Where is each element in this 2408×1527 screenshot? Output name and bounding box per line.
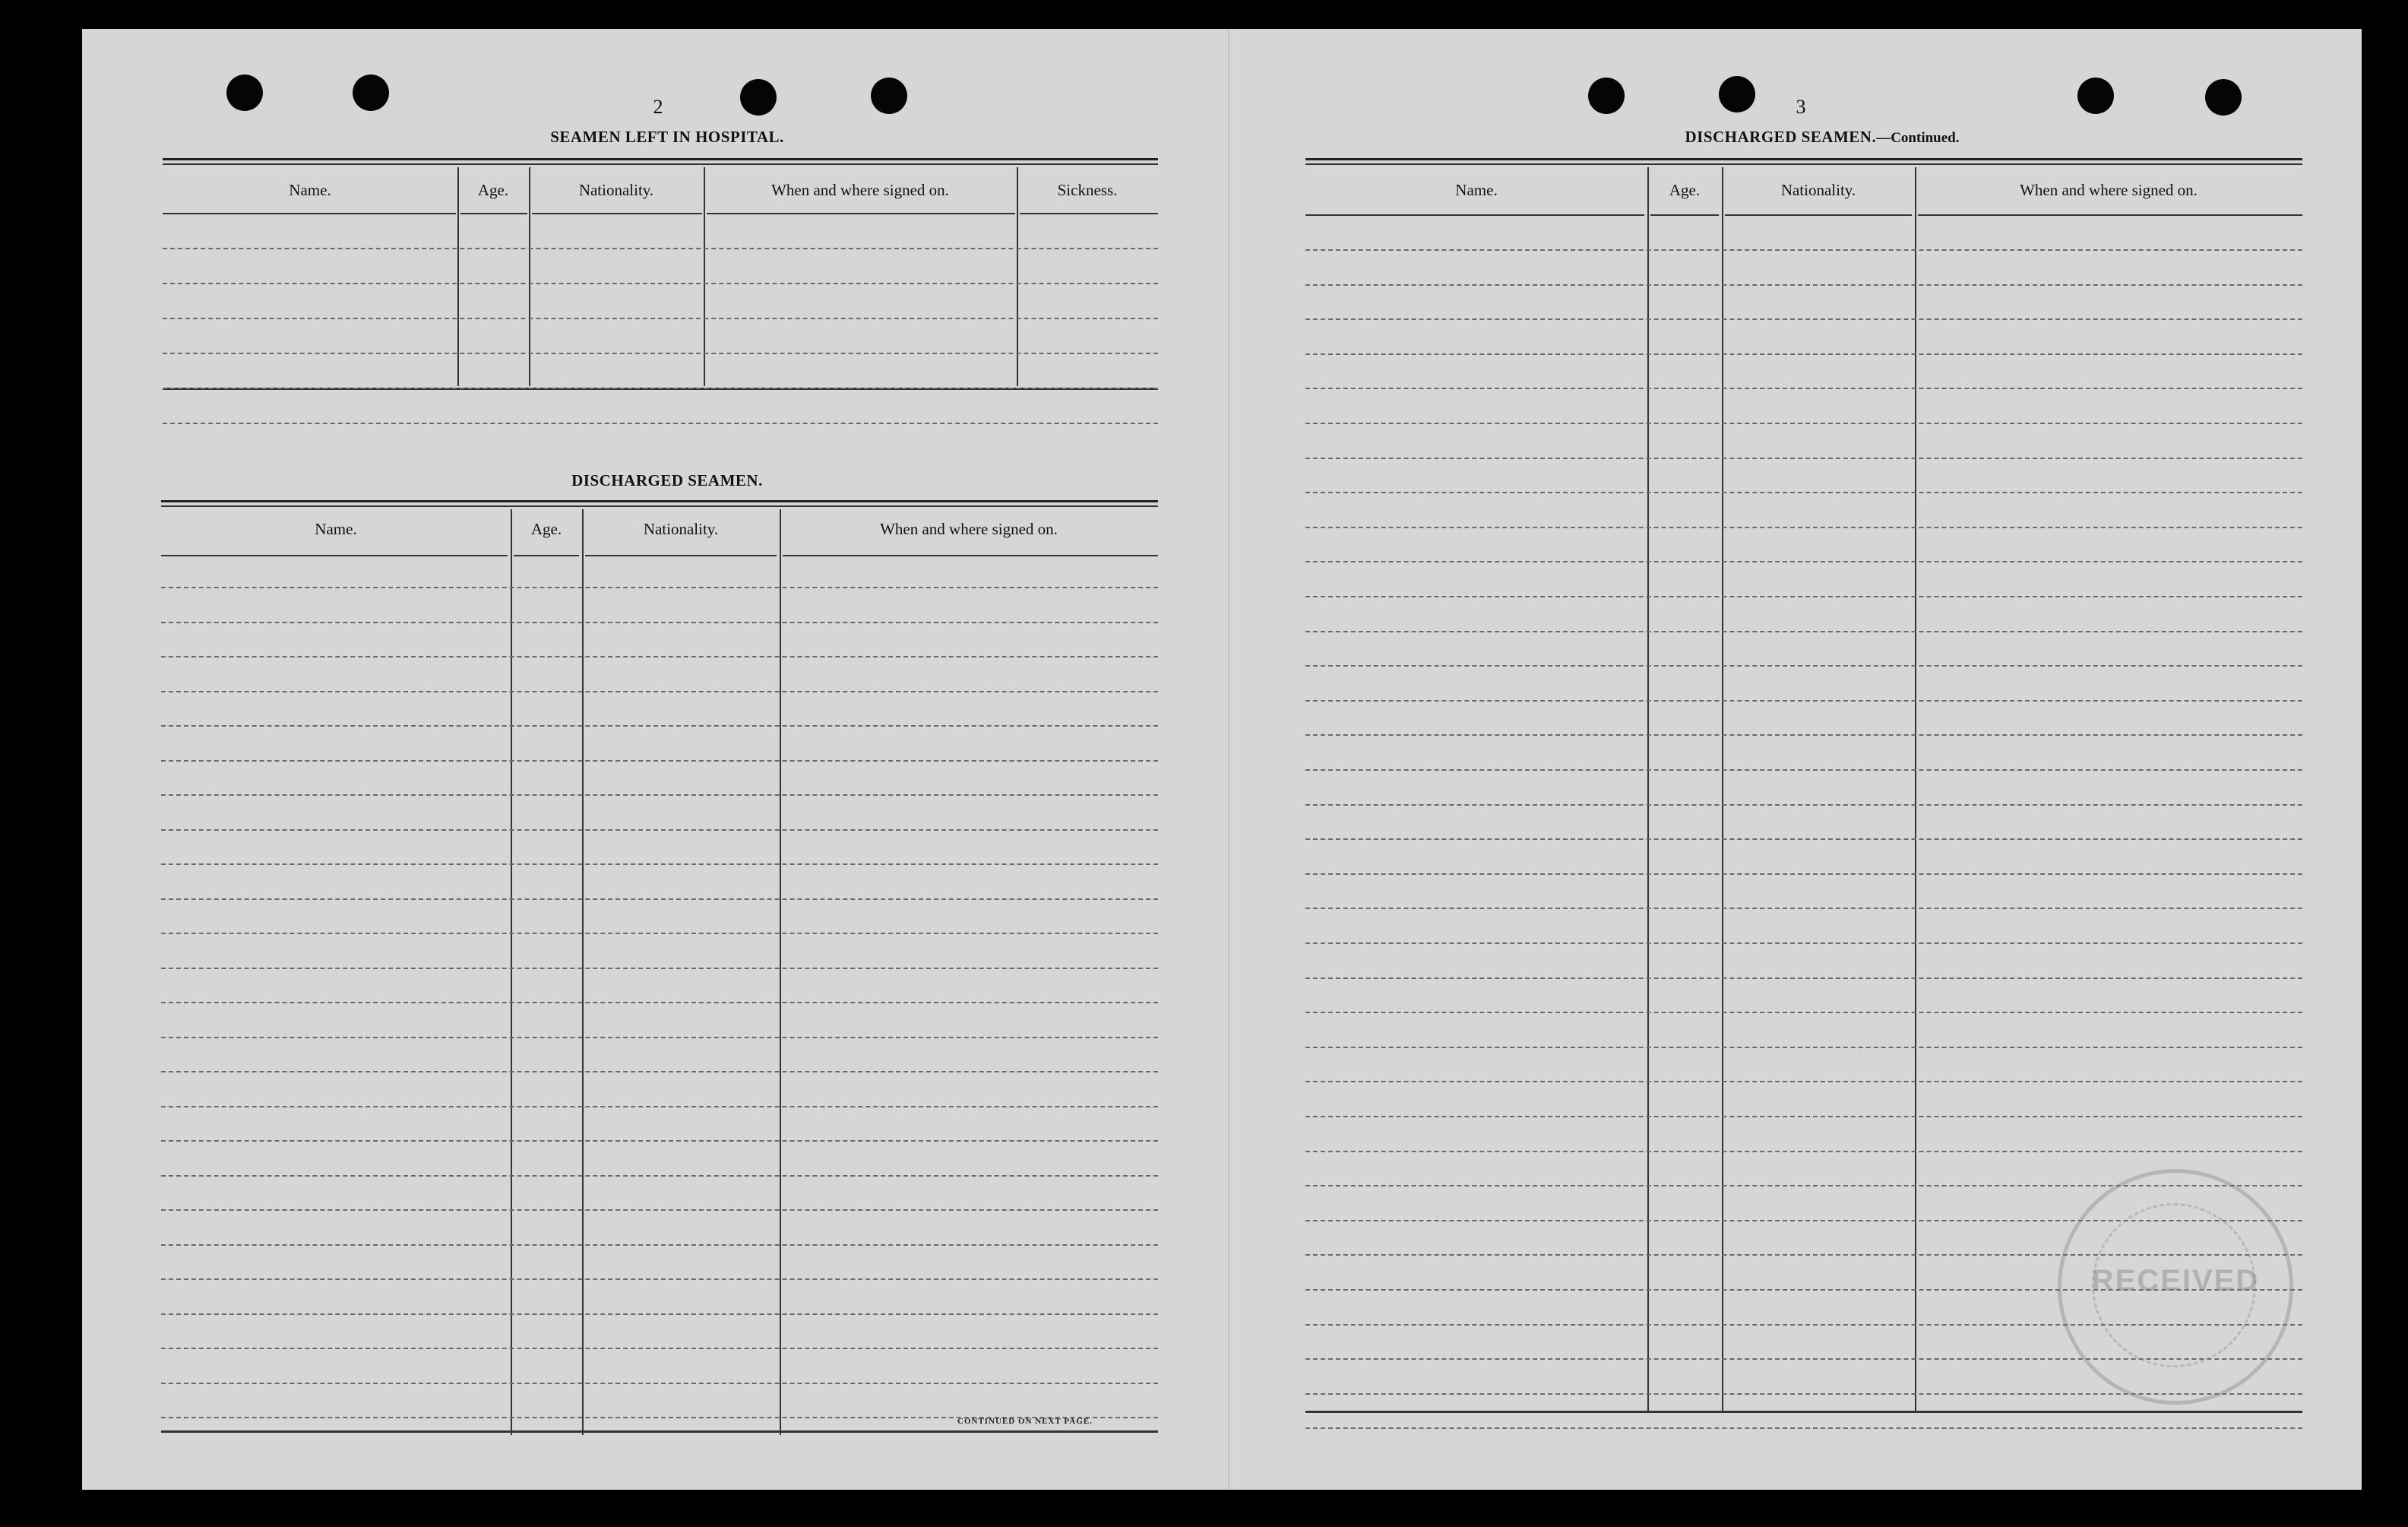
page-number: 2 xyxy=(653,96,663,118)
discharged-section-title: DISCHARGED SEAMEN. xyxy=(571,471,763,489)
table-row xyxy=(1305,318,2302,320)
table-row xyxy=(1305,838,2302,840)
table-row xyxy=(1305,631,2302,632)
table-row xyxy=(161,933,1158,934)
punch-hole xyxy=(740,79,777,116)
table-row xyxy=(1305,1427,2302,1429)
table-row xyxy=(1305,1116,2302,1117)
table-row xyxy=(1305,561,2302,562)
punch-hole xyxy=(1588,78,1625,114)
punch-hole xyxy=(2077,78,2114,114)
header-underline xyxy=(707,213,1015,214)
table-top-rule xyxy=(163,163,1158,165)
table-top-rule xyxy=(1305,163,2302,165)
page-number: 3 xyxy=(1796,96,1806,118)
table-row xyxy=(161,1244,1158,1246)
table-row xyxy=(163,283,1158,284)
column-header-name: Name. xyxy=(289,181,331,199)
table-row xyxy=(1305,769,2302,771)
column-header-name: Name. xyxy=(315,520,357,538)
column-divider xyxy=(582,509,584,1435)
received-stamp xyxy=(2058,1169,2293,1405)
table-row xyxy=(1305,249,2302,251)
column-header-name: Name. xyxy=(1455,181,1498,199)
table-row xyxy=(161,1106,1158,1107)
table-row xyxy=(1305,284,2302,286)
column-header-nationality: Nationality. xyxy=(643,520,719,538)
header-underline xyxy=(783,555,1158,556)
table-row xyxy=(161,1175,1158,1177)
table-row xyxy=(1305,700,2302,702)
table-row xyxy=(161,1071,1158,1072)
hospital-table xyxy=(163,158,1158,394)
discharged-continued-title xyxy=(1533,128,2111,147)
column-header-sickness: Sickness. xyxy=(1057,181,1118,199)
stamp-text: RECEIVED xyxy=(2091,1264,2260,1297)
table-row xyxy=(1305,492,2302,493)
table-bottom-rule xyxy=(161,1430,1158,1433)
table-row xyxy=(1305,388,2302,389)
header-underline xyxy=(1020,213,1158,214)
punch-hole xyxy=(1719,76,1755,112)
table-row xyxy=(161,587,1158,588)
header-underline xyxy=(163,213,456,214)
table-row xyxy=(161,794,1158,796)
column-header-age: Age. xyxy=(530,520,562,538)
table-row xyxy=(161,863,1158,865)
table-row xyxy=(1305,1012,2302,1013)
table-row xyxy=(161,656,1158,657)
table-row xyxy=(161,1037,1158,1038)
manifest-sheet xyxy=(82,29,2362,1490)
table-row xyxy=(163,423,1158,424)
punch-hole xyxy=(226,74,263,111)
table-row xyxy=(163,388,1158,389)
table-row xyxy=(1305,873,2302,875)
punch-hole xyxy=(871,78,907,114)
table-row xyxy=(163,318,1158,319)
column-header-signed-on: When and where signed on. xyxy=(2020,181,2198,199)
table-row xyxy=(161,760,1158,762)
column-header-signed-on: When and where signed on. xyxy=(880,520,1058,538)
punch-hole xyxy=(2205,79,2242,116)
column-header-nationality: Nationality. xyxy=(578,181,654,199)
table-row xyxy=(161,1313,1158,1315)
table-row xyxy=(1305,804,2302,806)
table-row xyxy=(163,248,1158,249)
header-underline xyxy=(1725,214,1912,216)
table-row xyxy=(1305,1047,2302,1048)
continued-note: CONTINUED ON NEXT PAGE. xyxy=(957,1417,1093,1426)
table-row xyxy=(161,622,1158,623)
table-row xyxy=(1305,353,2302,355)
table-row xyxy=(1305,734,2302,736)
hospital-section-title: SEAMEN LEFT IN HOSPITAL. xyxy=(550,128,784,146)
table-row xyxy=(1305,977,2302,979)
header-underline xyxy=(514,555,579,556)
column-divider xyxy=(511,509,512,1435)
header-underline xyxy=(1918,214,2302,216)
header-underline xyxy=(1650,214,1719,216)
table-row xyxy=(161,968,1158,969)
table-row xyxy=(161,898,1158,900)
table-row xyxy=(1305,1081,2302,1082)
table-row xyxy=(1305,423,2302,424)
table-row xyxy=(1305,527,2302,528)
table-top-rule xyxy=(163,158,1158,160)
table-row xyxy=(161,1348,1158,1349)
column-header-age: Age. xyxy=(477,181,509,199)
header-underline xyxy=(585,555,777,556)
table-row xyxy=(163,353,1158,354)
column-header-age: Age. xyxy=(1669,181,1701,199)
table-row xyxy=(1305,1151,2302,1152)
right-page xyxy=(1229,29,2362,1490)
table-row xyxy=(161,691,1158,692)
table-top-rule xyxy=(161,500,1158,502)
table-top-rule xyxy=(1305,158,2302,160)
column-header-signed-on: When and where signed on. xyxy=(771,181,949,199)
table-row xyxy=(161,725,1158,727)
header-underline xyxy=(532,213,702,214)
table-row xyxy=(1305,596,2302,597)
punch-hole xyxy=(353,74,389,111)
table-bottom-rule xyxy=(1305,1411,2302,1413)
table-row xyxy=(161,1002,1158,1003)
header-underline xyxy=(460,213,527,214)
table-row xyxy=(1305,942,2302,944)
table-row xyxy=(1305,665,2302,667)
left-page xyxy=(82,29,1228,1490)
heading-continued: —Continued. xyxy=(1876,130,1960,146)
table-top-rule xyxy=(161,505,1158,507)
table-row xyxy=(161,1278,1158,1280)
discharged-table xyxy=(161,500,1158,1435)
column-header-nationality: Nationality. xyxy=(1780,181,1856,199)
heading-main: DISCHARGED SEAMEN. xyxy=(1685,128,1877,146)
column-divider xyxy=(780,509,781,1435)
table-row xyxy=(161,1209,1158,1211)
table-row xyxy=(161,1140,1158,1142)
header-underline xyxy=(161,555,508,556)
header-underline xyxy=(1305,214,1644,216)
table-row xyxy=(1305,458,2302,459)
table-row xyxy=(161,1383,1158,1384)
table-row xyxy=(1305,908,2302,909)
table-row xyxy=(161,829,1158,831)
